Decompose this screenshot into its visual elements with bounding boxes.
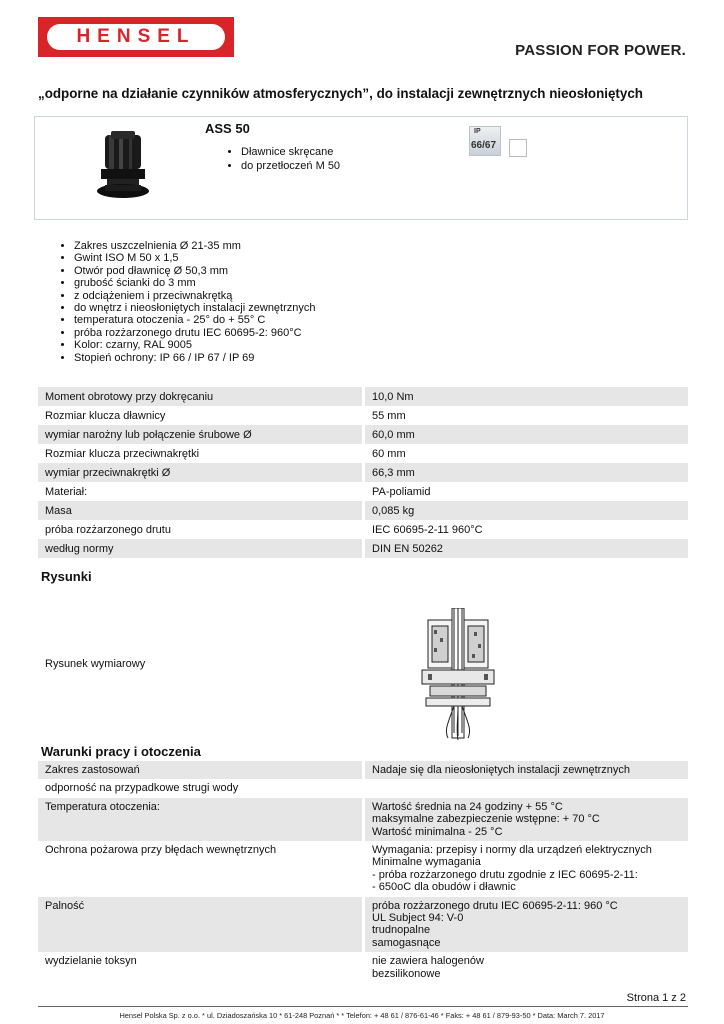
condition-value bbox=[364, 897, 689, 953]
ip-badge-value: 66/67 bbox=[471, 140, 497, 151]
list-item: • Dławnice skręcane bbox=[241, 145, 340, 159]
footer-divider bbox=[38, 1006, 688, 1007]
table-row bbox=[38, 463, 688, 482]
table-row bbox=[38, 539, 688, 558]
drawings-heading: Rysunki bbox=[41, 569, 92, 584]
table-row bbox=[38, 406, 688, 425]
condition-line: Minimalne wymagania bbox=[372, 856, 481, 869]
condition-line: - 650oC dla obudów i dławnic bbox=[372, 881, 516, 894]
condition-value bbox=[364, 779, 689, 797]
list-item: • do przetłoczeń M 50 bbox=[241, 159, 340, 173]
table-row bbox=[38, 952, 688, 983]
condition-label: Ochrona pożarowa przy błędach wewnętrznych bbox=[45, 844, 277, 857]
condition-line: bezsilikonowe bbox=[372, 967, 441, 980]
condition-value bbox=[364, 798, 689, 841]
condition-line: maksymalne zabezpieczenie wstępne: + 70 °C bbox=[372, 813, 600, 826]
condition-line: Wartość minimalna - 25 °C bbox=[372, 825, 503, 838]
condition-line: Nadaje się dla nieosłoniętych instalacji zewnętrznych bbox=[372, 764, 631, 776]
condition-value bbox=[364, 952, 689, 983]
spec-label: Masa bbox=[38, 501, 364, 520]
table-row bbox=[38, 761, 688, 779]
spec-label: Rozmiar klucza dławnicy bbox=[45, 409, 166, 422]
spec-label: wymiar narożny lub połączenie śrubowe Ø bbox=[38, 425, 364, 444]
spec-value: 66,3 mm bbox=[364, 463, 689, 482]
list-item: • do wnętrz i nieosłoniętych instalacji zewnętrznych bbox=[74, 302, 316, 314]
condition-line: - próba rozżarzonego drutu zgodnie z IEC 60695-2-11: bbox=[372, 868, 638, 881]
condition-label: Palność bbox=[38, 897, 364, 953]
spec-value: DIN EN 50262 bbox=[364, 539, 689, 558]
condition-label: Temperatura otoczenia: bbox=[38, 798, 364, 841]
spec-value: 60 mm bbox=[364, 444, 689, 463]
condition-line: nie zawiera halogenów bbox=[372, 955, 484, 968]
spec-label: Materiał: bbox=[45, 485, 88, 498]
condition-label: odporność na przypadkowe strugi wody bbox=[45, 782, 239, 795]
conditions-table bbox=[38, 761, 688, 983]
list-item: • grubość ścianki do 3 mm bbox=[74, 277, 316, 289]
checkbox[interactable] bbox=[509, 139, 527, 157]
dimension-drawing bbox=[418, 608, 498, 743]
spec-label: próba rozżarzonego drutu bbox=[45, 523, 171, 536]
conditions-heading: Warunki pracy i otoczenia bbox=[41, 744, 201, 759]
product-box bbox=[34, 116, 688, 220]
spec-value: IEC 60695-2-11 960°C bbox=[364, 520, 689, 539]
spec-value: PA-poliamid bbox=[364, 482, 689, 501]
spec-value: 0,085 kg bbox=[364, 501, 689, 520]
footer-text: Hensel Polska Sp. z o.o. * ul. Dziadoszańska 10 * 61-248 Poznań * * Telefon: + 48 61 / 876-61-46 * Faks: + 48 61 / 879-93-50 * Data: March 7. 2017 bbox=[119, 1011, 605, 1020]
ip-rating-badge bbox=[469, 126, 501, 156]
condition-line: próba rozżarzonego drutu IEC 60695-2-11: 960 °C bbox=[372, 899, 618, 912]
spec-label: według normy bbox=[38, 539, 364, 558]
table-row bbox=[38, 501, 688, 520]
table-row bbox=[38, 841, 688, 897]
spec-value: 10,0 Nm bbox=[364, 387, 689, 406]
condition-line: samogasnące bbox=[372, 936, 441, 949]
spec-label: Rozmiar klucza przeciwnakrętki bbox=[45, 447, 200, 460]
spec-value: 60,0 mm bbox=[364, 425, 689, 444]
list-item: • z odciążeniem i przeciwnakrętką bbox=[74, 290, 316, 302]
page-headline: „odporne na działanie czynników atmosferycznych”, do instalacji zewnętrznych nieosłoniętych bbox=[38, 86, 643, 101]
table-row bbox=[38, 482, 688, 501]
condition-line: trudnopalne bbox=[372, 924, 431, 937]
list-item: • temperatura otoczenia - 25° do + 55° C bbox=[74, 314, 316, 326]
list-item: • Stopień ochrony: IP 66 / IP 67 / IP 69 bbox=[74, 352, 316, 364]
condition-line: UL Subject 94: V-0 bbox=[372, 912, 464, 925]
table-row bbox=[38, 425, 688, 444]
slogan: PASSION FOR POWER. bbox=[515, 42, 686, 59]
list-item: • Otwór pod dławnicę Ø 50,3 mm bbox=[74, 265, 316, 277]
condition-value bbox=[364, 841, 689, 897]
product-name: ASS 50 bbox=[205, 121, 250, 136]
table-row bbox=[38, 520, 688, 539]
spec-label: Moment obrotowy przy dokręcaniu bbox=[38, 387, 364, 406]
page-number: Strona 1 z 2 bbox=[626, 992, 686, 1004]
spec-value: 55 mm bbox=[364, 406, 689, 425]
list-item: • Zakres uszczelnienia Ø 21-35 mm bbox=[74, 240, 316, 252]
product-feature-list bbox=[227, 145, 340, 173]
list-item: • Kolor: czarny, RAL 9005 bbox=[74, 339, 316, 351]
logo-inner bbox=[47, 24, 225, 50]
condition-line: Wymagania: przepisy i normy dla urządzeń elektrycznych bbox=[372, 844, 652, 857]
feature-list bbox=[59, 240, 316, 364]
cable-gland-photo bbox=[93, 131, 153, 201]
table-row bbox=[38, 444, 688, 463]
condition-value bbox=[364, 761, 689, 779]
table-row bbox=[38, 798, 688, 841]
ip-badge-label: IP bbox=[474, 128, 481, 135]
list-item: • Gwint ISO M 50 x 1,5 bbox=[74, 252, 316, 264]
table-row bbox=[38, 387, 688, 406]
condition-label: Zakres zastosowań bbox=[38, 761, 364, 779]
spec-table bbox=[38, 387, 688, 558]
condition-line: Wartość średnia na 24 godziny + 55 °C bbox=[372, 800, 563, 813]
spec-label: wymiar przeciwnakrętki Ø bbox=[38, 463, 364, 482]
drawing-label: Rysunek wymiarowy bbox=[45, 658, 146, 670]
logo-text: HENSEL bbox=[76, 26, 196, 47]
hensel-logo bbox=[38, 17, 234, 57]
list-item: • próba rozżarzonego drutu IEC 60695-2: 960°C bbox=[74, 327, 316, 339]
condition-label: wydzielanie toksyn bbox=[45, 955, 137, 968]
table-row bbox=[38, 779, 688, 797]
table-row bbox=[38, 897, 688, 953]
